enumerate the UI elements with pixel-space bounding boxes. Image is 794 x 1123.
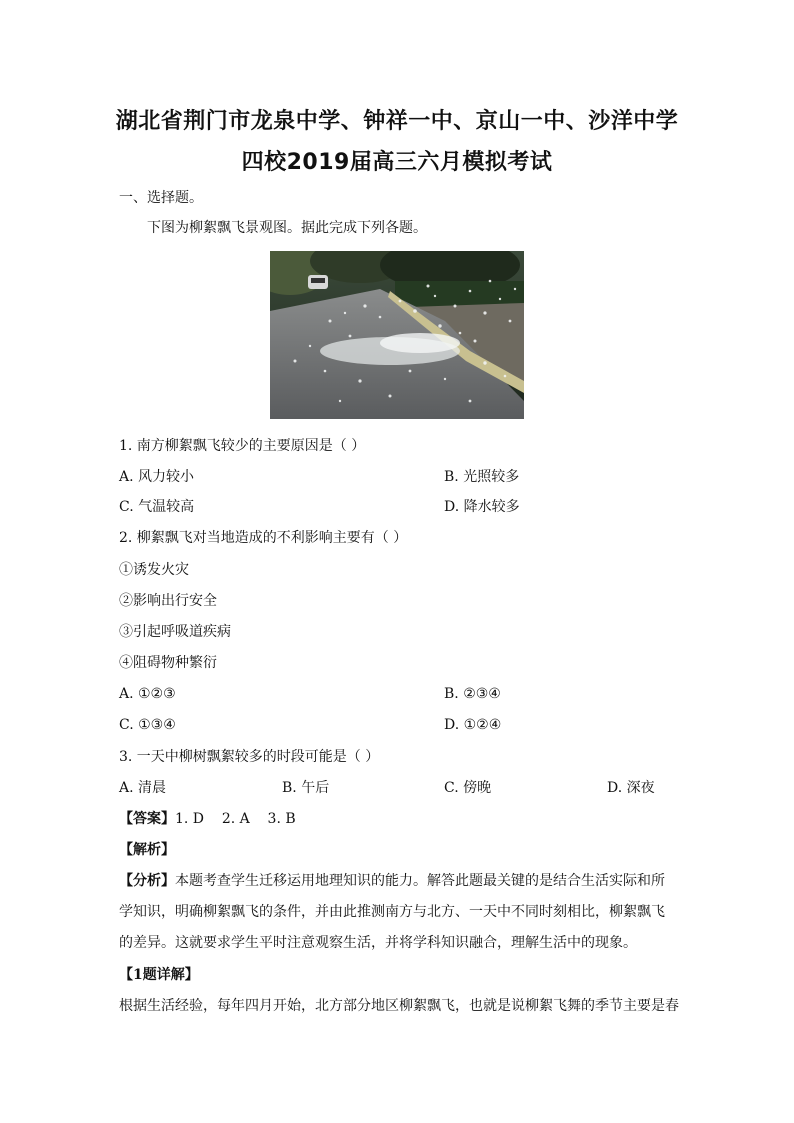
question-3-option-b: B. 午后 — [282, 780, 330, 796]
question-2-item-1: ①诱发火灾 — [119, 562, 189, 578]
question-3-option-c: C. 傍晚 — [444, 780, 492, 796]
question-1-option-d: D. 降水较多 — [444, 499, 520, 515]
question-1-option-b: B. 光照较多 — [444, 469, 520, 485]
question-2-item-4: ④阻碍物种繁衍 — [119, 655, 217, 671]
question-2-option-d: D. ①②④ — [444, 717, 502, 733]
question-2-option-c: C. ①③④ — [119, 717, 176, 733]
detail-1-label: 【1题详解】 — [119, 967, 199, 983]
answer-label: 【答案】 — [119, 811, 175, 827]
answer-text: 1. D 2. A 3. B — [175, 811, 296, 827]
question-2-option-b: B. ②③④ — [444, 686, 501, 702]
fenxi-label: 【分析】 — [119, 873, 175, 889]
question-1-option-a: A. 风力较小 — [119, 469, 195, 485]
section-heading: 一、选择题。 — [119, 190, 203, 206]
analysis-paragraph — [119, 866, 675, 959]
question-3-option-a: A. 清晨 — [119, 780, 167, 796]
question-1-stem: 1. 南方柳絮飘飞较少的主要原因是（ ） — [119, 438, 366, 454]
question-2-item-2: ②影响出行安全 — [119, 593, 217, 609]
fenxi-text: 本题考查学生迁移运用地理知识的能力。解答此题最关键的是结合生活实际和所学知识，明确柳絮飘飞的条件，并由此推测南方与北方、一天中不同时刻相比，柳絮飘飞的差异。这就要求学生平时注意观察生活，并将学科知识融合，理解生活中的现象。 — [119, 873, 665, 951]
question-3-option-d: D. 深夜 — [607, 780, 655, 796]
question-2-item-3: ③引起呼吸道疾病 — [119, 624, 231, 640]
detail-1-text: 根据生活经验，每年四月开始，北方部分地区柳絮飘飞，也就是说柳絮飞舞的季节主要是春 — [119, 998, 679, 1014]
section-intro: 下图为柳絮飘飞景观图。据此完成下列各题。 — [147, 220, 427, 236]
page-title-line2: 四校2019届高三六月模拟考试 — [241, 150, 553, 175]
answer-line — [119, 809, 296, 829]
question-3-stem: 3. 一天中柳树飘絮较多的时段可能是（ ） — [119, 749, 380, 765]
question-2-option-a: A. ①②③ — [119, 686, 176, 702]
page-title-line1: 湖北省荆门市龙泉中学、钟祥一中、京山一中、沙洋中学 — [115, 109, 679, 134]
analysis-label: 【解析】 — [119, 842, 175, 858]
catkin-scene-photo — [270, 251, 524, 419]
question-2-stem: 2. 柳絮飘飞对当地造成的不利影响主要有（ ） — [119, 530, 408, 546]
question-1-option-c: C. 气温较高 — [119, 499, 195, 515]
